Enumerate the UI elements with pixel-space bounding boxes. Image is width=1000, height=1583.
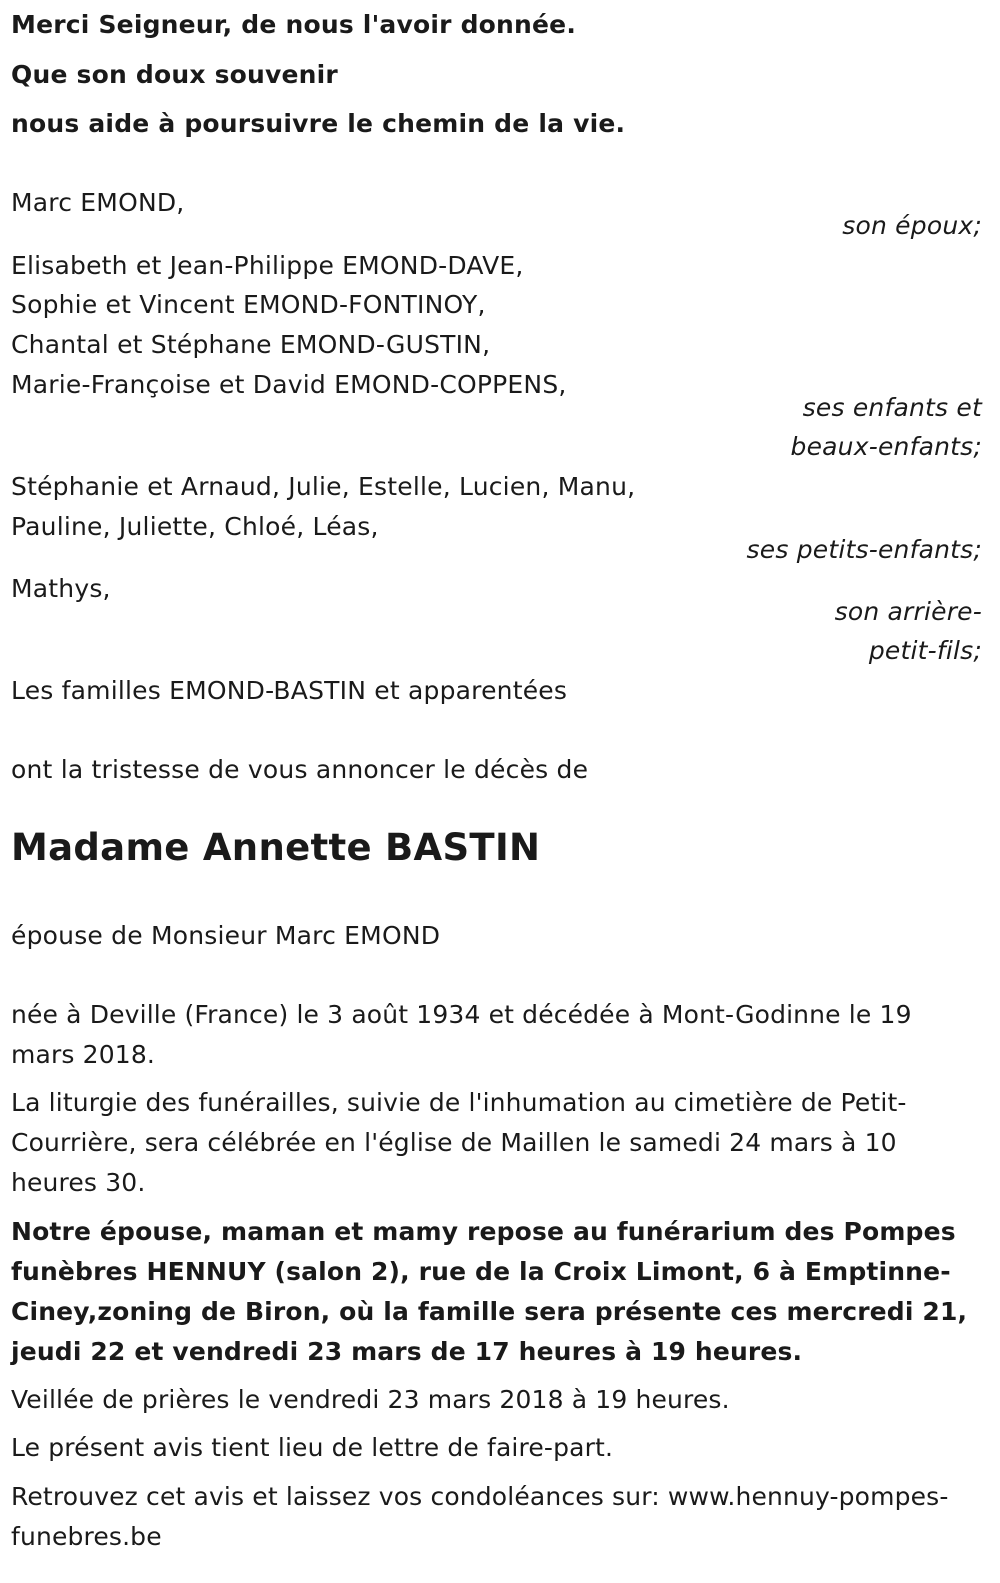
prayer-line-3: nous aide à poursuivre le chemin de la vie. <box>11 109 626 138</box>
great-grandchild-name: Mathys, <box>11 574 111 603</box>
funeral-paragraph: La liturgie des funérailles, suivie de l'inhumation au cimetière de Petit-Courrière, sera célébrée en l'église de Maillen le samedi 24 mars à 10 heures 30. <box>11 1088 907 1197</box>
families-line: Les familles EMOND-BASTIN et apparentées <box>11 676 568 705</box>
grandchildren-role: ses petits-enfants; <box>746 535 982 564</box>
prayer-line-2: Que son doux souvenir <box>11 60 338 89</box>
grandchildren-line-1: Stéphanie et Arnaud, Julie, Estelle, Lucien, Manu, <box>11 472 636 501</box>
deceased-name: Madame Annette BASTIN <box>11 826 541 869</box>
vigil-line: Veillée de prières le vendredi 23 mars 2018 à 19 heures. <box>11 1385 730 1414</box>
notice-line: Le présent avis tient lieu de lettre de faire-part. <box>11 1433 614 1462</box>
child-line-1: Elisabeth et Jean-Philippe EMOND-DAVE, <box>11 251 524 280</box>
birth-death-paragraph: née à Deville (France) le 3 août 1934 et décédée à Mont-Godinne le 19 mars 2018. <box>11 1000 912 1069</box>
spouse-role: son époux; <box>842 211 982 240</box>
great-grandchild-role-2: petit-fils; <box>868 636 982 665</box>
grandchildren-line-2: Pauline, Juliette, Chloé, Léas, <box>11 512 379 541</box>
rest-paragraph: Notre épouse, maman et mamy repose au funérarium des Pompes funèbres HENNUY (salon 2), rue de la Croix Limont, 6 à Emptinne-Ciney,zoning de Biron, où la famille sera présente ces mercredi 21, jeudi 22 et vendredi 23 mars de 17 heures à 19 heures. <box>11 1217 968 1366</box>
announcement-line: ont la tristesse de vous annoncer le décès de <box>11 755 589 784</box>
child-line-4: Marie-Françoise et David EMOND-COPPENS, <box>11 370 567 399</box>
child-line-2: Sophie et Vincent EMOND-FONTINOY, <box>11 290 486 319</box>
spouse-of-line: épouse de Monsieur Marc EMOND <box>11 921 441 950</box>
children-role-2: beaux-enfants; <box>790 432 982 461</box>
spouse-name: Marc EMOND, <box>11 188 185 217</box>
great-grandchild-role-1: son arrière- <box>834 597 982 626</box>
prayer-line-1: Merci Seigneur, de nous l'avoir donnée. <box>11 10 577 39</box>
child-line-3: Chantal et Stéphane EMOND-GUSTIN, <box>11 330 491 359</box>
condolences-paragraph: Retrouvez cet avis et laissez vos condoléances sur: www.hennuy-pompes-funebres.be <box>11 1482 949 1551</box>
children-role-1: ses enfants et <box>802 393 982 422</box>
